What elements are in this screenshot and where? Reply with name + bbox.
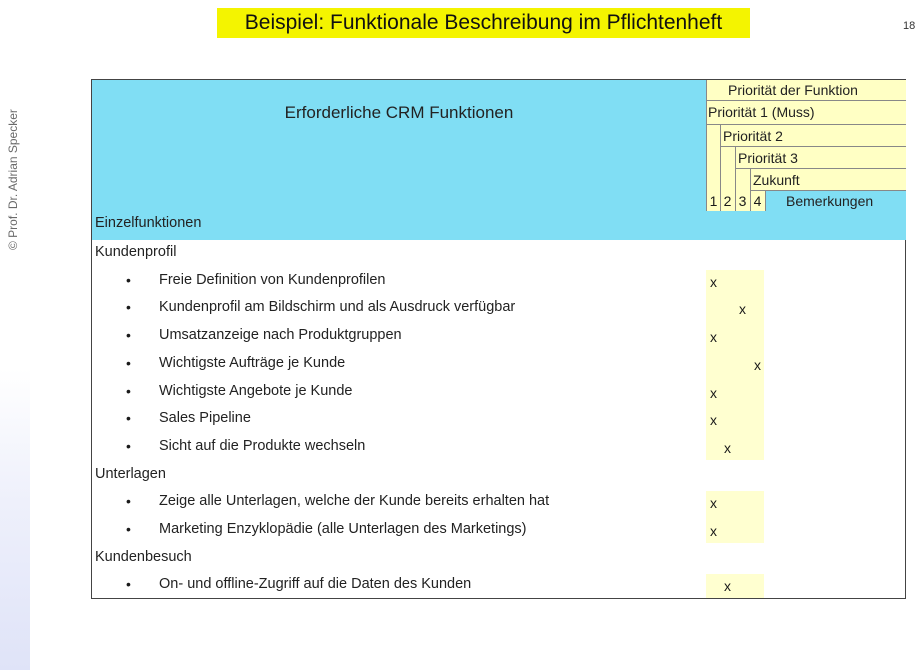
section-header: Einzelfunktionen bbox=[95, 215, 202, 231]
list-item: Umsatzanzeige nach Produktgruppen bbox=[159, 327, 402, 344]
bullet-icon: • bbox=[126, 437, 131, 454]
priority-mark: x bbox=[754, 356, 761, 373]
bullet-icon: • bbox=[126, 271, 131, 288]
grid-line bbox=[706, 100, 906, 101]
bullet-icon: • bbox=[126, 576, 131, 593]
list-item: Freie Definition von Kundenprofilen bbox=[159, 271, 386, 288]
priority-level-1: Priorität 1 (Muss) bbox=[708, 104, 815, 120]
side-band bbox=[0, 0, 30, 670]
bullet-icon: • bbox=[126, 354, 131, 371]
slide-title: Beispiel: Funktionale Beschreibung im Pflichtenheft bbox=[217, 8, 750, 38]
priority-mark: x bbox=[710, 412, 717, 429]
priority-level-4: Zukunft bbox=[753, 172, 800, 188]
grid-line bbox=[750, 190, 906, 191]
priority-mark: x bbox=[739, 301, 746, 318]
section-header-row bbox=[92, 211, 906, 240]
header-main-cell bbox=[92, 80, 706, 211]
grid-line bbox=[720, 146, 906, 147]
bullet-icon: • bbox=[126, 410, 131, 427]
grid-line bbox=[706, 124, 906, 125]
page-number: 18 bbox=[903, 20, 916, 32]
priority-mark: x bbox=[710, 273, 717, 290]
priority-mark: x bbox=[724, 439, 731, 456]
list-item: Marketing Enzyklopädie (alle Unterlagen des Marketings) bbox=[159, 521, 527, 537]
list-item: Zeige alle Unterlagen, welche der Kunde bereits erhalten hat bbox=[159, 493, 550, 510]
priority-highlight bbox=[706, 574, 764, 598]
grid-line bbox=[735, 168, 906, 169]
bullet-icon: • bbox=[126, 382, 131, 399]
list-item: Sicht auf die Produkte wechseln bbox=[159, 437, 366, 454]
group-label: Unterlagen bbox=[95, 465, 166, 482]
priority-mark: x bbox=[710, 523, 717, 539]
list-item: Sales Pipeline bbox=[159, 410, 251, 427]
priority-number-1: 1 bbox=[709, 193, 718, 209]
remarks-header: Bemerkungen bbox=[786, 193, 874, 209]
priority-mark: x bbox=[710, 329, 717, 346]
bullet-icon: • bbox=[126, 299, 131, 316]
priority-mark: x bbox=[724, 578, 731, 595]
copyright-notice: © Prof. Dr. Adrian Specker bbox=[6, 109, 20, 250]
list-item: On- und offline-Zugriff auf die Daten des Kunden bbox=[159, 576, 472, 593]
list-item: Wichtigste Angebote je Kunde bbox=[159, 382, 353, 399]
group-label: Kundenprofil bbox=[95, 244, 177, 260]
priority-number-3: 3 bbox=[738, 193, 747, 209]
list-item: Kundenprofil am Bildschirm und als Ausdruck verfügbar bbox=[159, 299, 516, 316]
grid-line bbox=[765, 190, 766, 211]
priority-header: Priorität der Funktion bbox=[728, 82, 858, 98]
main-header: Erforderliche CRM Funktionen bbox=[284, 103, 514, 122]
group-label: Kundenbesuch bbox=[95, 548, 192, 565]
priority-level-3: Priorität 3 bbox=[738, 150, 798, 166]
bullet-icon: • bbox=[126, 521, 131, 537]
priority-mark: x bbox=[710, 384, 717, 401]
priority-number-2: 2 bbox=[723, 193, 732, 209]
bullet-icon: • bbox=[126, 327, 131, 344]
priority-mark: x bbox=[710, 495, 717, 512]
priority-number-4: 4 bbox=[753, 193, 762, 209]
bullet-icon: • bbox=[126, 493, 131, 510]
list-item: Wichtigste Aufträge je Kunde bbox=[159, 354, 346, 371]
priority-level-2: Priorität 2 bbox=[723, 128, 783, 144]
